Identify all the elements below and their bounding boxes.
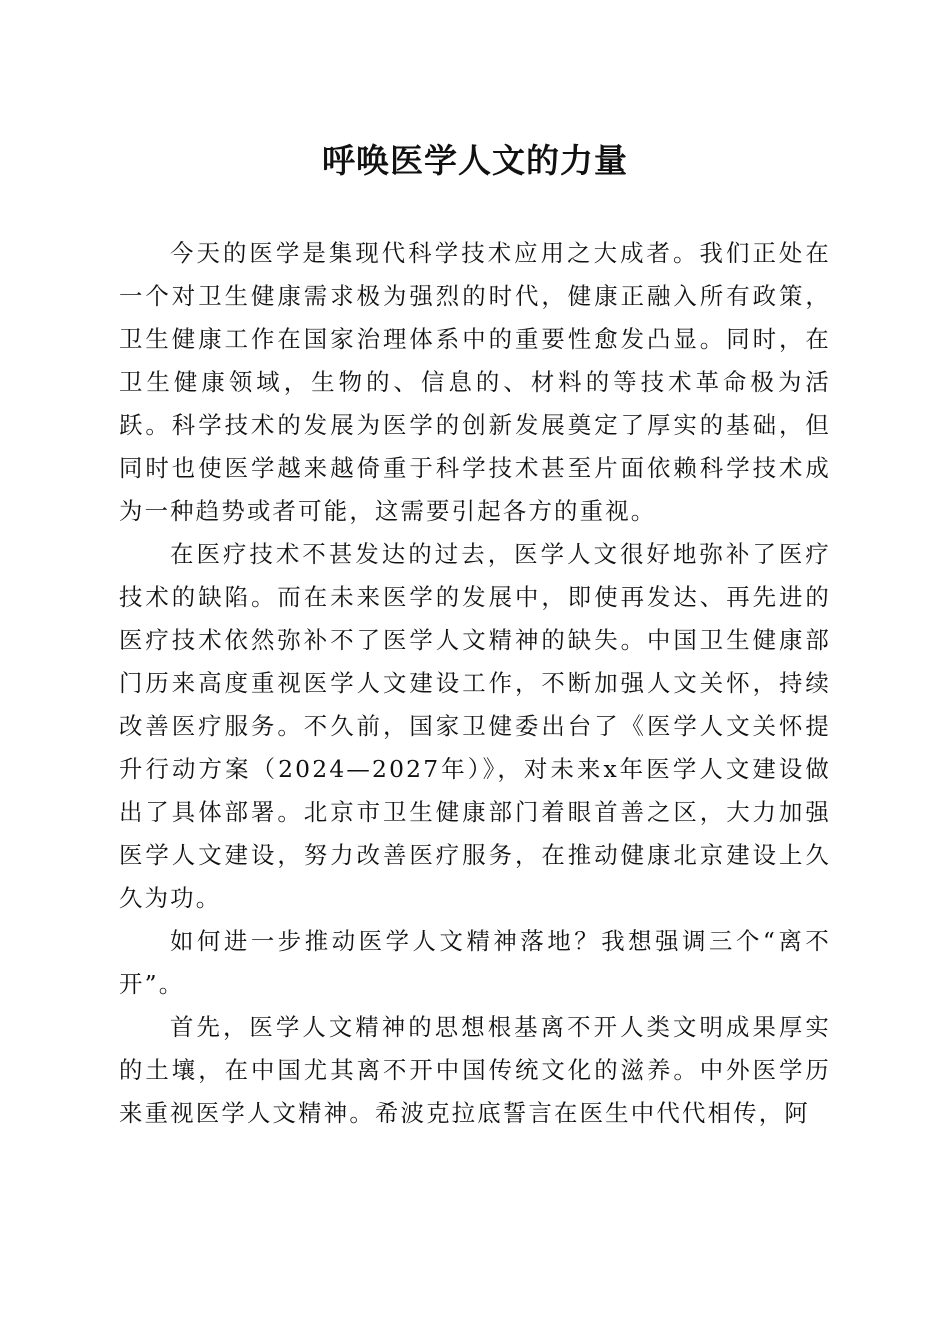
- paragraph-1: 今天的医学是集现代科学技术应用之大成者。我们正处在一个对卫生健康需求极为强烈的时代，健康正融入所有政策，卫生健康工作在国家治理体系中的重要性愈发凸显。同时，在卫生健康领域，生物的、信息的、材料的等技术革命极为活跃。科学技术的发展为医学的创新发展奠定了厚实的基础，但同时也使医学越来越倚重于科学技术甚至片面依赖科学技术成为一种趋势或者可能，这需要引起各方的重视。: [119, 239, 831, 525]
- paragraph-3: 如何进一步推动医学人文精神落地？我想强调三个“离不开”。: [119, 927, 831, 998]
- paragraph-4: 首先，医学人文精神的思想根基离不开人类文明成果厚实的土壤，在中国尤其离不开中国传统文化的滋养。中外医学历来重视医学人文精神。希波克拉底誓言在医生中代代相传，阿: [119, 1013, 831, 1127]
- paragraph-2: 在医疗技术不甚发达的过去，医学人文很好地弥补了医疗技术的缺陷。而在未来医学的发展中，即使再发达、再先进的医疗技术依然弥补不了医学人文精神的缺失。中国卫生健康部门历来高度重视医学人文建设工作，不断加强人文关怀，持续改善医疗服务。不久前，国家卫健委出台了《医学人文关怀提升行动方案（2024—2027年）》，对未来x年医学人文建设做出了具体部署。北京市卫生健康部门着眼首善之区，大力加强医学人文建设，努力改善医疗服务，在推动健康北京建设上久久为功。: [119, 540, 831, 912]
- document-title: 呼唤医学人文的力量: [322, 141, 628, 180]
- document-body: [119, 232, 831, 1135]
